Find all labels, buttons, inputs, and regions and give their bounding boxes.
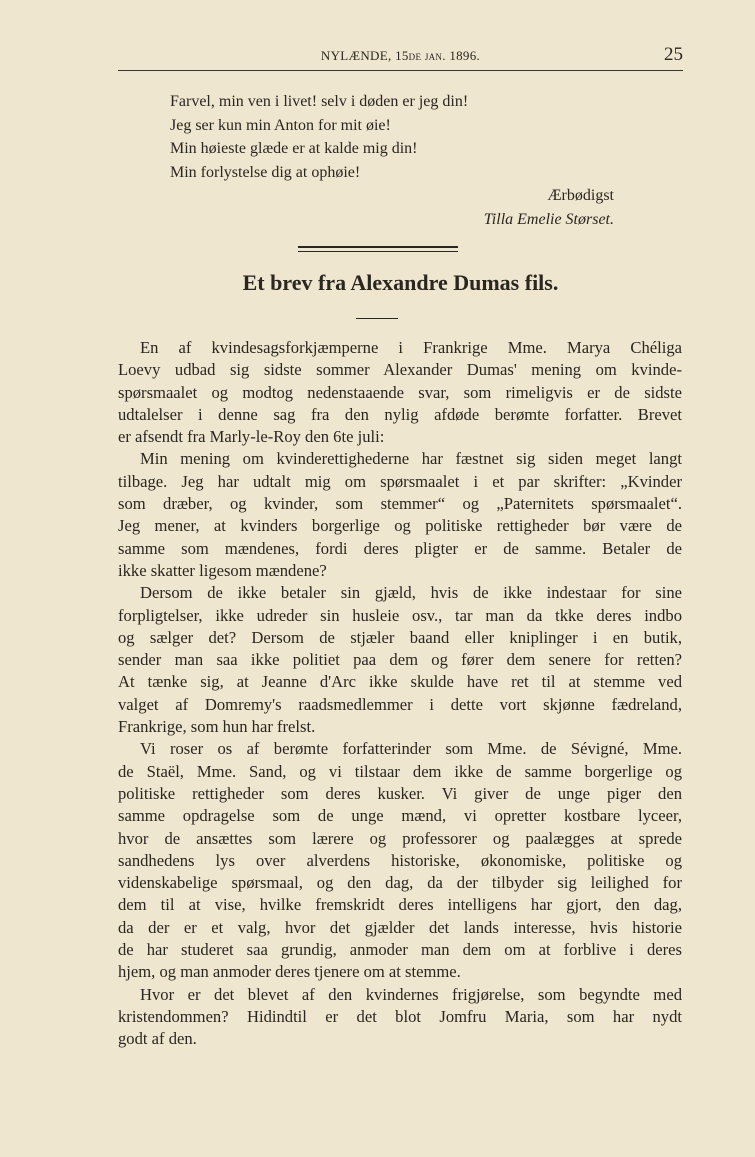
body-line: valget af Domremy's raadsmedlemmer i dette vort skjønne fædreland, [118, 694, 682, 714]
body-line: da der er et valg, hvor det gjælder det lands interesse, hvis historie [118, 917, 682, 937]
body-line: kristendommen? Hidindtil er det blot Jomfru Maria, som har nydt [118, 1006, 682, 1026]
article-body [118, 337, 682, 1051]
body-line: udtalelser i denne sag fra den nylig afdøde berømte forfatter. Brevet [118, 404, 682, 424]
body-line: de har studeret saa grundig, anmoder man dem om at forblive i deres [118, 940, 682, 960]
body-line: Min mening om kvinderettighederne har fæstnet sig siden meget langt [140, 449, 682, 469]
body-line: politiske rettigheder som deres kusker. Vi giver de unge piger den [118, 783, 682, 803]
poem-line: Min høieste glæde er at kalde mig din! [170, 140, 418, 157]
body-line: Frankrige, som hun har frelst. [118, 717, 316, 737]
running-head [118, 46, 683, 71]
body-line: sandhedens lys over alverdens historiske, økonomiske, politiske og [118, 850, 682, 870]
body-line: Hvor er det blevet af den kvindernes frigjørelse, som begyndte med [140, 984, 682, 1004]
body-line: Jeg mener, at kvinders borgerlige og politiske rettigheder bør være de [118, 516, 682, 536]
body-line: En af kvindesagsforkjæmperne i Frankrige Mme. Marya Chéliga [140, 338, 682, 357]
body-line: godt af den. [118, 1029, 197, 1049]
body-line: tilbage. Jeg har udtalt mig om spørsmaalet i et par skrifter: „Kvinder [118, 471, 682, 491]
poem-line: Farvel, min ven i livet! selv i døden er jeg din! [170, 93, 469, 110]
body-line: spørsmaalet og modtog nedenstaaende svar, som rimeligvis er de sidste [118, 382, 682, 402]
body-line: ikke skatter ligesom mændene? [118, 560, 327, 580]
page-number: 25 [664, 44, 683, 65]
body-line: Dersom de ikke betaler sin gjæld, hvis de ikke indestaar for sine [140, 583, 682, 603]
body-line: dem til at vise, hvilke fremskridt deres intelligens har gjort, den dag, [118, 895, 682, 915]
body-line: Loevy udbad sig sidste sommer Alexander Dumas' mening om kvinde- [118, 360, 682, 380]
body-line: hvor de ansættes som lærere og professorer og paalægges at sprede [118, 828, 682, 848]
body-line: de Staël, Mme. Sand, og vi tilstaar dem ikke de samme borgerlige og [118, 761, 682, 781]
poem-line: Jeg ser kun min Anton for mit øie! [170, 116, 391, 134]
poem-line: Min forlystelse dig at ophøie! [170, 163, 361, 181]
heading-rule [356, 318, 398, 319]
body-line: videnskabelige spørsmaal, og den dag, da der tilbyder sig leilighed for [118, 873, 682, 893]
poem-signature: Tilla Emelie Størset. [483, 210, 614, 228]
body-line: At tænke sig, at Jeanne d'Arc ikke skulde have ret til at stemme ved [118, 672, 682, 692]
article-heading: Et brev fra Alexandre Dumas fils. [242, 270, 559, 295]
body-line: sender man saa ikke politiet paa dem og fører dem senere for retten? [118, 650, 682, 670]
body-line: som dræber, og kvinder, som stemmer“ og „Paternitets spørsmaalet“. [118, 494, 682, 514]
body-line: forpligtelser, ikke udreder sin husleie osv., tar man da tkke deres indbo [118, 605, 682, 625]
poem [170, 90, 620, 231]
body-line: er afsendt fra Marly-le-Roy den 6te juli: [118, 427, 385, 447]
body-line: samme som mændenes, fordi deres pligter er de samme. Betaler de [118, 538, 682, 558]
poem-closing: Ærbødigst [547, 187, 614, 204]
body-line: hjem, og man anmoder deres tjenere om at stemme. [118, 962, 461, 982]
section-divider [298, 246, 458, 252]
body-line: og sælger det? Dersom de stjæler baand eller kniplinger i en butik, [118, 627, 682, 647]
body-line: samme opdragelse som de unge mænd, vi opretter kostbare lyceer, [118, 806, 682, 826]
body-line: Vi roser os af berømte forfatterinder som Mme. de Sévigné, Mme. [140, 739, 682, 759]
running-head-title: NYLÆNDE, 15de jan. 1896. [320, 48, 481, 63]
